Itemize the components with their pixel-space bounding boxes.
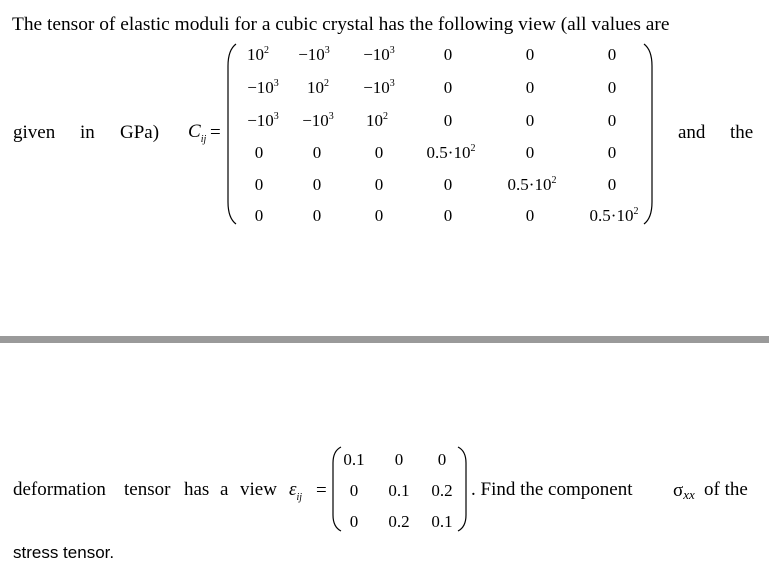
word-tensor: tensor [124,479,171,500]
strain-cell: 0.1 [388,481,410,500]
elastic-cell: 0 [525,78,535,97]
elastic-cell: 0 [312,206,322,225]
strain-matrix-left-paren [331,445,343,533]
sigma-symbol: σxx [673,480,695,502]
strain-cell: 0.1 [343,450,365,469]
elastic-cell: 0 [607,78,617,97]
word-a: a [220,479,229,500]
elastic-cell: 0 [607,175,617,194]
strain-cell: 0.1 [431,512,453,531]
stress-tensor-text: stress tensor. [13,543,115,562]
elastic-cell: 0 [312,143,322,162]
elastic-cell: $10^2$ [247,45,269,64]
elastic-cell: 0 [374,206,384,225]
elastic-cell: 0 [607,45,617,64]
elastic-cell: 0 [312,175,322,194]
elastic-cell: 0 [374,143,384,162]
of-the-text: of the [704,479,748,500]
elastic-cell: 0 [525,143,535,162]
word-and: and [678,122,706,143]
elastic-cell: 0 [254,206,264,225]
elastic-cell: 0 [254,175,264,194]
find-text: . Find the component [471,479,633,500]
elastic-cell: $-10^3$ [247,111,279,130]
word-view: view [240,479,277,500]
strain-cell: 0 [349,512,359,531]
strain-cell: 0 [349,481,359,500]
problem-line-1: The tensor of elastic moduli for a cubic crystal has the following view (all values are [12,14,670,35]
section-divider [0,336,769,343]
strain-cell: 0.2 [388,512,410,531]
elastic-cell: 0 [443,175,453,194]
cij-symbol: $C_{ij}$ [188,121,207,145]
elastic-cell: 0 [525,111,535,130]
epsilon-equals: = [316,480,327,501]
word-deformation: deformation [13,479,106,500]
word-in: in [80,122,95,143]
strain-cell: 0 [394,450,404,469]
word-the: the [730,122,754,143]
strain-cell: 0 [437,450,447,469]
elastic-cell: $-10^3$ [302,111,334,130]
elastic-cell: 0 [443,78,453,97]
elastic-cell: $10^2$ [366,111,388,130]
epsilon-symbol: $\varepsilon_{ij}$ [289,479,303,503]
strain-matrix-right-paren [456,445,468,533]
elastic-cell: $0.5\cdot 10^2$ [426,143,476,162]
elastic-cell: 0 [443,45,453,64]
elastic-cell: $0.5\cdot 10^2$ [589,206,639,225]
word-given: given [13,122,56,143]
elastic-matrix-right-paren [642,42,654,226]
elastic-cell: 0 [525,206,535,225]
elastic-cell: 0 [525,45,535,64]
elastic-cell: 0 [443,206,453,225]
elastic-cell: 0 [607,143,617,162]
word-gpa: GPa) [120,122,160,143]
elastic-matrix-left-paren [226,42,238,226]
elastic-cell: 0 [607,111,617,130]
elastic-cell: $-10^3$ [247,78,279,97]
elastic-cell: $10^2$ [307,78,329,97]
strain-cell: 0.2 [431,481,453,500]
elastic-cell: 0 [254,143,264,162]
elastic-cell: 0 [443,111,453,130]
elastic-cell: $-10^3$ [363,45,395,64]
cij-equals: = [210,122,221,143]
elastic-cell: $-10^3$ [298,45,330,64]
elastic-cell: 0 [374,175,384,194]
word-has: has [184,479,210,500]
elastic-cell: $0.5\cdot 10^2$ [507,175,557,194]
elastic-cell: $-10^3$ [363,78,395,97]
